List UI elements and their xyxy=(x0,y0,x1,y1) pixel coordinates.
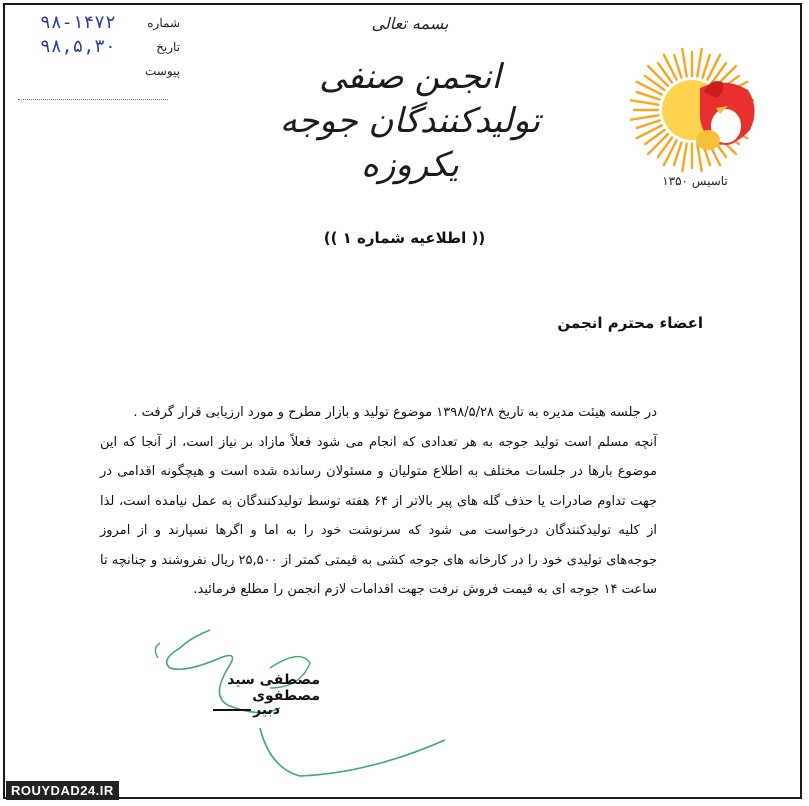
sun-ray xyxy=(703,55,710,78)
letter-meta xyxy=(40,12,190,84)
signer-name: مصطفی سید مصطفوی xyxy=(227,672,320,704)
number-label: شماره xyxy=(147,16,180,30)
sun-ray xyxy=(682,49,686,77)
attachment-label: پیوست xyxy=(145,64,180,78)
organization-logo xyxy=(630,48,770,178)
signer-title-text: دبیر xyxy=(253,702,280,718)
rooster-sun-logo-icon xyxy=(630,48,770,178)
sun-ray xyxy=(637,121,660,128)
signer-title-underline xyxy=(213,709,251,711)
body-paragraph-1: در جلسه هیئت مدیره به تاریخ ۱۳۹۸/۵/۲۸ موضوع تولید و بازار مطرح و مورد ارزیابی قرار گرفت . xyxy=(133,405,657,420)
sun-ray xyxy=(682,144,686,172)
sun-ray xyxy=(631,115,659,119)
sun-ray xyxy=(674,55,681,78)
date-label: تاریخ xyxy=(156,40,180,54)
sun-ray xyxy=(697,49,701,77)
meta-number-row xyxy=(40,12,190,36)
sun-ray xyxy=(648,66,668,86)
letter-date: ۹۸,۵,۳۰ xyxy=(40,36,116,57)
basmala: بسمه تعالی xyxy=(371,14,449,33)
signature-scribble-icon xyxy=(150,628,460,788)
meta-date-row xyxy=(40,36,190,60)
announcement-title: (( اطلاعیه شماره ۱ )) xyxy=(323,229,486,247)
body-paragraph-2: آنچه مسلم است تولید جوجه به هر تعدادی که انجام می شود فعلاً مازاد بر نیاز است، از آنجا که این موضوع بارها در جلسات مختلف به اطلاع متولیان و مسئولان رسانده شده است و هیچگونه اقدامی در جهت تداوم صادرات یا حذف گله های پیر بالاتر از ۶۴ هفته توسط تولیدکنندگان به عمل نیامده است، لذا از کلیه تولیدکنندگان درخواست می شود که سرنوشت خود را به اما و اگرها نسپارند و از امروز جوجه‌های تولیدی خود را در کارخانه های جوجه کشی به قیمتی کمتر از ۲۵,۵۰۰ ریال نفروشند و چنانچه تا ساعت ۱۴ جوجه ای به قیمت فروش نرفت جهت اقدامات لازم انجمن را مطلع فرمائید. xyxy=(100,434,658,597)
site-watermark: ROUYDAD24.IR xyxy=(6,781,119,800)
sun-ray xyxy=(674,142,681,165)
sun-ray xyxy=(648,134,668,154)
letter-number: ۹۸-۱۴۷۲ xyxy=(40,12,116,33)
signer-title xyxy=(208,702,280,718)
handwritten-signature xyxy=(150,628,460,788)
meta-attachment-row xyxy=(40,60,190,84)
sun-ray xyxy=(631,100,659,104)
organization-name: انجمن صنفی تولیدکنندگان جوجه یکروزه xyxy=(279,57,541,186)
established-year: تاسیس ۱۳۵۰ xyxy=(662,174,728,188)
sun-ray xyxy=(637,92,660,99)
meta-divider xyxy=(18,99,168,100)
salutation: اعضاء محترم انجمن xyxy=(557,314,703,332)
letter-body xyxy=(100,398,657,605)
